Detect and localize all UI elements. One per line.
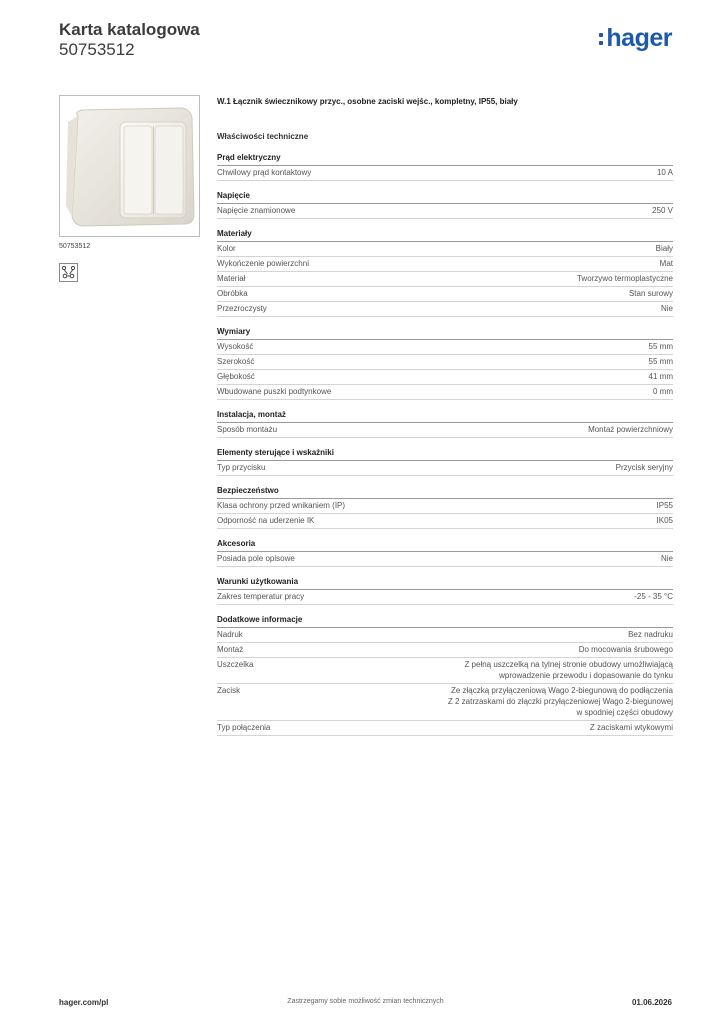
spec-value: Nie <box>660 304 673 313</box>
section-title: Materiały <box>217 228 673 242</box>
section-title: Napięcie <box>217 190 673 204</box>
spec-label: Zakres temperatur pracy <box>217 592 305 601</box>
spec-value: Z zaciskami wtykowymi <box>589 723 673 732</box>
spec-value: 55 mm <box>648 357 673 366</box>
section-title: Wymiary <box>217 326 673 340</box>
spec-label: Materiał <box>217 274 246 283</box>
spec-section <box>217 614 673 736</box>
spec-value: Ze złączką przyłączeniową Wago 2-biegunową do podłączenia Z 2 zatrzaskami do złączki przyłączeniowej Wago 2-biegunowej w spodniej części obudowy <box>447 686 673 717</box>
spec-label: Chwilowy prąd kontaktowy <box>217 168 312 177</box>
spec-row <box>217 302 673 317</box>
spec-row <box>217 287 673 302</box>
spec-row <box>217 499 673 514</box>
spec-label: Sposób montażu <box>217 425 278 434</box>
spec-value: Tworzywo termoplastyczne <box>576 274 673 283</box>
logo-text: hager <box>606 24 672 52</box>
spec-row <box>217 385 673 400</box>
footer-date: 01.06.2026 <box>631 998 672 1007</box>
technical-properties-heading: Właściwości techniczne <box>217 132 309 141</box>
spec-row <box>217 628 673 643</box>
spec-section <box>217 326 673 400</box>
logo-dots-icon <box>599 33 603 45</box>
spec-value: IK05 <box>656 516 673 525</box>
image-caption: 50753512 <box>59 243 91 250</box>
spec-value: Do mocowania śrubowego <box>578 645 673 654</box>
spec-value: IP55 <box>656 501 673 510</box>
spec-row <box>217 370 673 385</box>
spec-section <box>217 152 673 181</box>
product-number: 50753512 <box>59 40 135 59</box>
spec-label: Odporność na uderzenie IK <box>217 516 315 525</box>
spec-row <box>217 166 673 181</box>
spec-row <box>217 242 673 257</box>
spec-section <box>217 485 673 529</box>
spec-label: Typ przycisku <box>217 463 266 472</box>
spec-label: Nadruk <box>217 630 243 639</box>
spec-section <box>217 190 673 219</box>
spec-label: Montaż <box>217 645 244 654</box>
spec-label: Klasa ochrony przed wnikaniem (IP) <box>217 501 346 510</box>
spec-row <box>217 257 673 272</box>
spec-row <box>217 204 673 219</box>
spec-label: Napięcie znamionowe <box>217 206 296 215</box>
spec-label: Posiada pole opisowe <box>217 554 295 563</box>
spec-section <box>217 409 673 438</box>
spec-label: Zacisk <box>217 686 241 695</box>
spec-sections <box>217 152 673 736</box>
section-title: Akcesoria <box>217 538 673 552</box>
spec-section <box>217 447 673 476</box>
spec-section <box>217 538 673 567</box>
spec-value: 0 mm <box>653 387 673 396</box>
spec-label: Uszczelka <box>217 660 254 669</box>
footer-website: hager.com/pl <box>59 998 109 1007</box>
spec-label: Wykończenie powierzchni <box>217 259 309 268</box>
spec-label: Szerokość <box>217 357 255 366</box>
spec-label: Wysokość <box>217 342 254 351</box>
spec-row <box>217 552 673 567</box>
spec-row <box>217 272 673 287</box>
section-title: Instalacja, montaż <box>217 409 673 423</box>
section-title: Prąd elektryczny <box>217 152 673 166</box>
spec-value: 250 V <box>652 206 673 215</box>
product-content <box>217 96 673 736</box>
spec-row <box>217 514 673 529</box>
spec-value: 10 A <box>656 168 673 177</box>
connection-terminal-icon <box>59 263 78 282</box>
spec-value: Bez nadruku <box>628 630 673 639</box>
hager-logo <box>599 24 672 52</box>
spec-label: Obróbka <box>217 289 248 298</box>
spec-section <box>217 576 673 605</box>
spec-value: Nie <box>660 554 673 563</box>
section-title: Dodatkowe informacje <box>217 614 673 628</box>
product-image <box>59 95 200 237</box>
footer-notice: Zastrzegamy sobie możliwość zmian technicznych <box>287 998 444 1005</box>
spec-row <box>217 721 673 736</box>
spec-value: 41 mm <box>648 372 673 381</box>
spec-label: Wbudowane puszki podtynkowe <box>217 387 332 396</box>
section-title: Bezpieczeństwo <box>217 485 673 499</box>
section-title: Elementy sterujące i wskaźniki <box>217 447 673 461</box>
spec-value: Stan surowy <box>628 289 673 298</box>
spec-value: 55 mm <box>648 342 673 351</box>
section-title: Warunki użytkowania <box>217 576 673 590</box>
spec-row <box>217 423 673 438</box>
spec-value: Z pełną uszczelką na tylnej stronie obudowy umożliwiającą wprowadzenie przewodu i dopasowanie do tynku <box>464 660 673 680</box>
spec-value: -25 - 35 °C <box>634 592 673 601</box>
switch-photo-icon <box>60 96 199 236</box>
spec-label: Przezroczysty <box>217 304 267 313</box>
spec-value: Montaż powierzchniowy <box>588 425 673 434</box>
spec-value: Mat <box>659 259 673 268</box>
spec-row <box>217 461 673 476</box>
spec-label: Kolor <box>217 244 236 253</box>
spec-row <box>217 340 673 355</box>
document-header <box>59 20 200 60</box>
spec-row <box>217 658 673 684</box>
spec-label: Typ połączenia <box>217 723 271 732</box>
spec-row <box>217 643 673 658</box>
spec-row <box>217 684 673 721</box>
spec-row <box>217 355 673 370</box>
spec-section <box>217 228 673 317</box>
spec-value: Biały <box>655 244 673 253</box>
spec-label: Głębokość <box>217 372 255 381</box>
product-title: W.1 Łącznik świecznikowy przyc., osobne zaciski wejśc., kompletny, IP55, biały <box>217 97 518 106</box>
spec-row <box>217 590 673 605</box>
document-title: Karta katalogowa <box>59 20 200 39</box>
spec-value: Przycisk seryjny <box>615 463 673 472</box>
